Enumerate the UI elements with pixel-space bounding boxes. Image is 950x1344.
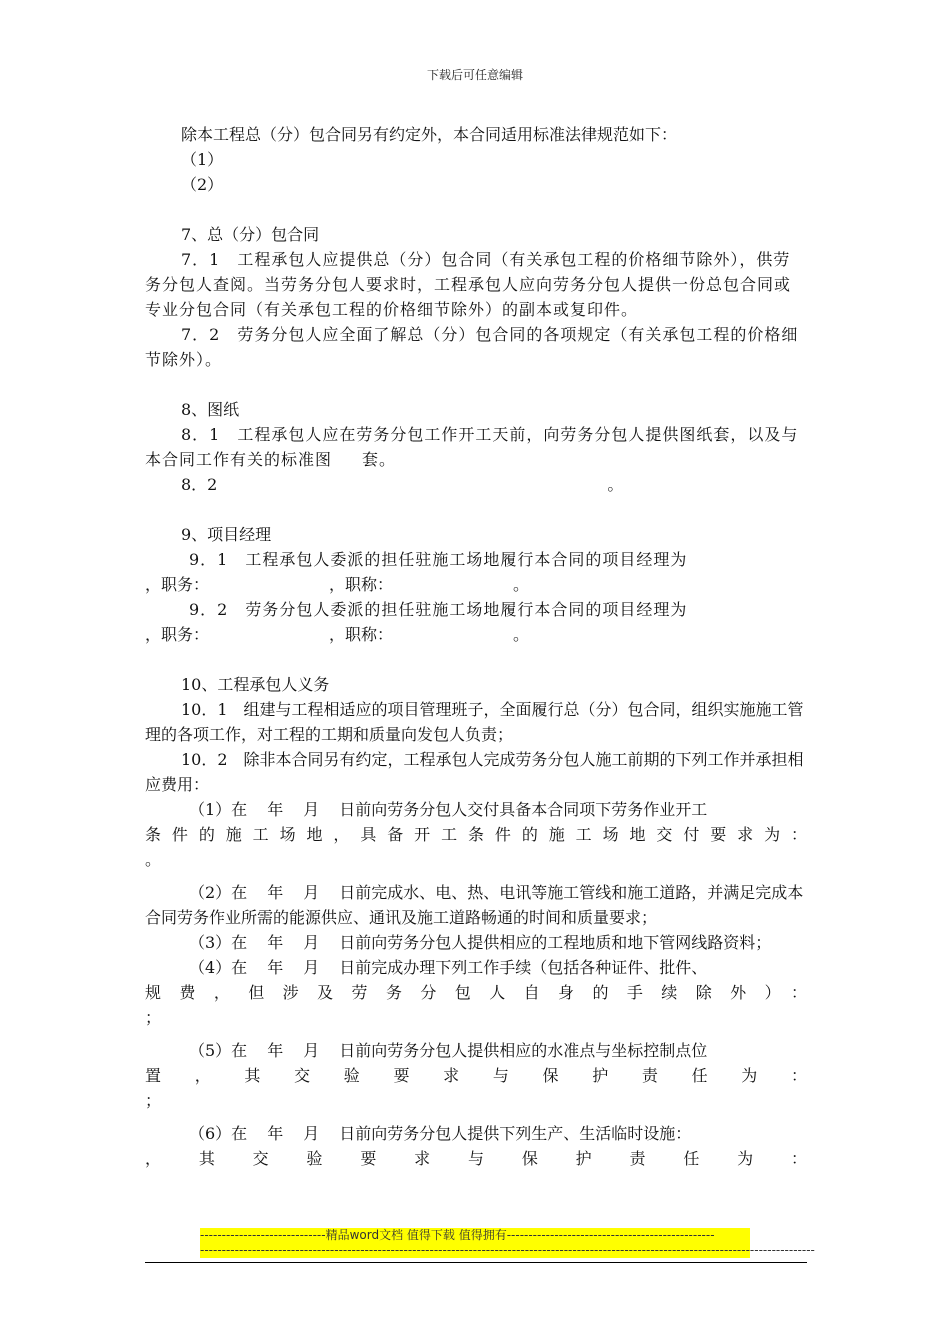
item-1 [145, 797, 807, 822]
item-2-prefix: （2）在 [189, 883, 248, 902]
item-5 [145, 1038, 807, 1063]
clause-9-2-end: 。 [513, 625, 530, 644]
clause-10-2: 10．2 除非本合同另有约定，工程承包人完成劳务分包人施工前期的下列工作并承担相应费用： [145, 750, 804, 794]
item-3-text: 日前向劳务分包人提供相应的工程地质和地下管网线路资料； [339, 933, 772, 952]
item-2-month: 月 [303, 883, 320, 902]
item-3-year: 年 [267, 933, 284, 952]
footer-banner-line-2: ---------------------------------------------------------------------------------------------------------------------------------------------- [200, 1243, 815, 1257]
item-6-prefix: （6）在 [189, 1124, 248, 1143]
item-4-end: ； [145, 1008, 162, 1027]
clause-8-1-end: 套。 [362, 450, 397, 469]
clause-9-2-title-label: ，职称： [329, 625, 394, 644]
clause-8-2-number: 8．2 [181, 475, 218, 494]
item-6-year: 年 [267, 1124, 284, 1143]
clause-9-2-position-label: ，职务： [145, 625, 210, 644]
item-6-month: 月 [303, 1124, 320, 1143]
item-1-text: 日前向劳务分包人交付具备本合同项下劳务作业开工 [339, 800, 708, 819]
clause-9-1: 9．1 工程承包人委派的担任驻施工场地履行本合同的项目经理为 [189, 550, 688, 569]
item-4 [145, 955, 807, 980]
item-2-text: 日前完成水、电、热、电讯等施工管线和施工道路，并满足完成本合同劳务作业所需的能源供应、通讯及施工道路畅通的时间和质量要求； [145, 883, 804, 927]
clause-9-1-fields [145, 572, 807, 597]
item-6 [145, 1121, 807, 1146]
item-5-year: 年 [267, 1041, 284, 1060]
section-10-title: 10、工程承包人义务 [181, 675, 330, 694]
section-7-title: 7、总（分）包合同 [181, 225, 320, 244]
item-5-month: 月 [303, 1041, 320, 1060]
item-3-month: 月 [303, 933, 320, 952]
item-4-prefix: （4）在 [189, 958, 248, 977]
item-1-year: 年 [267, 800, 284, 819]
clause-7-2: 7．2 劳务分包人应全面了解总（分）包合同的各项规定（有关承包工程的价格细节除外）。 [145, 325, 799, 369]
item-4-month: 月 [303, 958, 320, 977]
item-1-month: 月 [303, 800, 320, 819]
item-2-year: 年 [267, 883, 284, 902]
clause-intro-item-1: （1） [181, 150, 224, 169]
item-4-text: 日前完成办理下列工作手续（包括各种证件、批件、 [339, 958, 708, 977]
clause-8-1 [145, 422, 807, 472]
item-3 [145, 930, 807, 955]
footer-banner [200, 1228, 815, 1258]
clause-9-1-position-label: ，职务： [145, 575, 210, 594]
item-5-cont: 置，其交验要求与保护责任为： [145, 1066, 807, 1085]
clause-10-1: 10．1 组建与工程相适应的项目管理班子，全面履行总（分）包合同，组织实施施工管理的各项工作，对工程的工期和质量向发包人负责； [145, 700, 804, 744]
item-6-text: 日前向劳务分包人提供下列生产、生活临时设施： [339, 1124, 692, 1143]
page-header: 下载后可任意编辑 [426, 68, 523, 82]
clause-7-1: 7．1 工程承包人应提供总（分）包合同（有关承包工程的价格细节除外），供劳务分包人查阅。当劳务分包人要求时，工程承包人应向劳务分包人提供一份总包合同或专业分包合同（有关承包工程的价格细节除外）的副本或复印件。 [145, 250, 792, 319]
item-3-prefix: （3）在 [189, 933, 248, 952]
footer-divider [145, 1262, 807, 1263]
item-4-year: 年 [267, 958, 284, 977]
item-2 [145, 880, 807, 930]
clause-8-1-text: 8．1 工程承包人应在劳务分包工作开工天前，向劳务分包人提供图纸套，以及与本合同工作有关的标准图 [145, 425, 799, 469]
clause-9-2-fields [145, 622, 807, 647]
item-1-prefix: （1）在 [189, 800, 248, 819]
section-8-title: 8、图纸 [181, 400, 240, 419]
clause-8-2-end: 。 [607, 475, 624, 494]
item-5-end: ； [145, 1091, 162, 1110]
item-4-cont: 规费，但涉及劳务分包人自身的手续除外）： [145, 983, 807, 1002]
item-6-cont: ，其交验要求与保护责任为： [145, 1149, 807, 1168]
clause-8-2 [145, 472, 807, 497]
item-5-prefix: （5）在 [189, 1041, 248, 1060]
clause-9-1-end: 。 [513, 575, 530, 594]
footer-banner-line-1: -----------------------------精品word文档 值得下载 值得拥有------------------------------------------------ [200, 1228, 715, 1242]
clause-9-2: 9．2 劳务分包人委派的担任驻施工场地履行本合同的项目经理为 [189, 600, 688, 619]
item-1-cont: 条件的施工场地，具备开工条件的施工场地交付要求为： [145, 825, 807, 844]
item-1-end: 。 [145, 850, 162, 869]
clause-intro-item-2: （2） [181, 175, 224, 194]
document-body [145, 122, 807, 1171]
clause-9-1-title-label: ，职称： [329, 575, 394, 594]
section-9-title: 9、项目经理 [181, 525, 272, 544]
item-5-text: 日前向劳务分包人提供相应的水准点与坐标控制点位 [339, 1041, 708, 1060]
clause-intro: 除本工程总（分）包合同另有约定外，本合同适用标准法律规范如下： [181, 125, 678, 144]
